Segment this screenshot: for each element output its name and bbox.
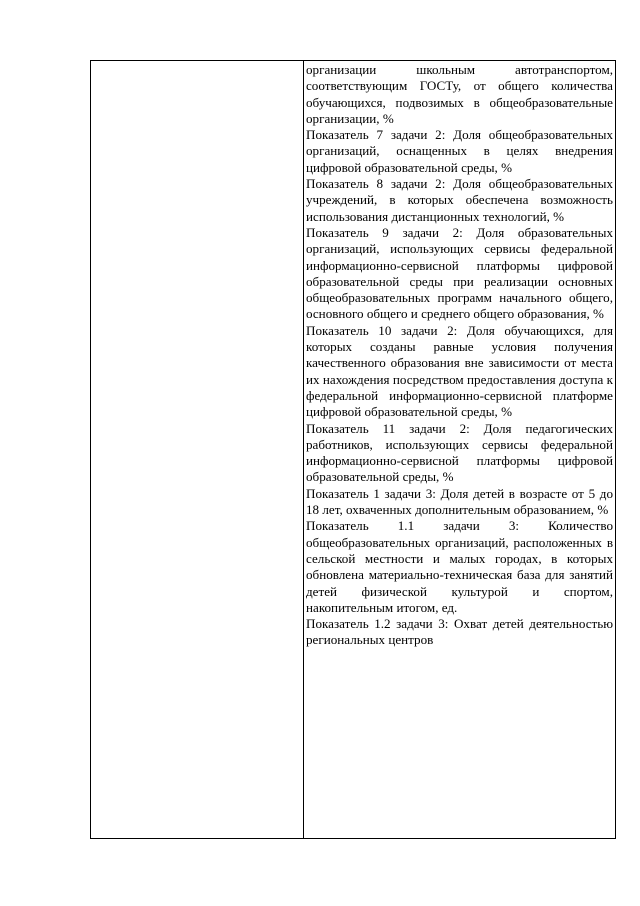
- paragraph-indicator-11-task-2: Показатель 11 задачи 2: Доля педагогических работников, использующих сервисы федеральной информационно-сервисной платформы цифровой образовательной среды, %: [306, 420, 613, 485]
- paragraph-transport-continuation: организации школьным автотранспортом, соответствующим ГОСТу, от общего количества обучающихся, подвозимых в общеобразовательные организации, %: [306, 62, 613, 126]
- paragraph-indicator-1-2-task-3: Показатель 1.2 задачи 3: Охват детей деятельностью региональных центров: [306, 616, 613, 648]
- indicators-cell: [304, 61, 615, 649]
- paragraph-indicator-10-task-2: Показатель 10 задачи 2: Доля обучающихся, для которых созданы равные условия получения качественного образования вне зависимости от места их нахождения посредством предоставления доступа к федеральной информационно-сервисной платформе цифровой образовательной среды, %: [306, 322, 613, 420]
- indicators-table: [90, 60, 616, 839]
- paragraph-indicator-7-task-2: Показатель 7 задачи 2: Доля общеобразовательных организаций, оснащенных в целях внедрения цифровой образовательной среды, %: [306, 127, 613, 175]
- table-right-column: [304, 61, 615, 838]
- table-left-column: [91, 61, 304, 838]
- paragraph-indicator-9-task-2: Показатель 9 задачи 2: Доля образовательных организаций, использующих сервисы федеральной информационно-сервисной платформы цифровой образовательной среды при реализации основных общеобразовательных программ начального общего, основного общего и среднего общего образования, %: [306, 224, 613, 322]
- paragraph-indicator-1-task-3: Показатель 1 задачи 3: Доля детей в возрасте от 5 до 18 лет, охваченных дополнительным образованием, %: [306, 485, 613, 518]
- paragraph-indicator-8-task-2: Показатель 8 задачи 2: Доля общеобразовательных учреждений, в которых обеспечена возможность использования дистанционных технологий, %: [306, 176, 613, 224]
- paragraph-indicator-1-1-task-3: Показатель 1.1 задачи 3: Количество общеобразовательных организаций, расположенных в сельской местности и малых городах, в которых обновлена материально-техническая база для занятий детей физической культурой и спортом, накопительным итогом, ед.: [306, 518, 613, 615]
